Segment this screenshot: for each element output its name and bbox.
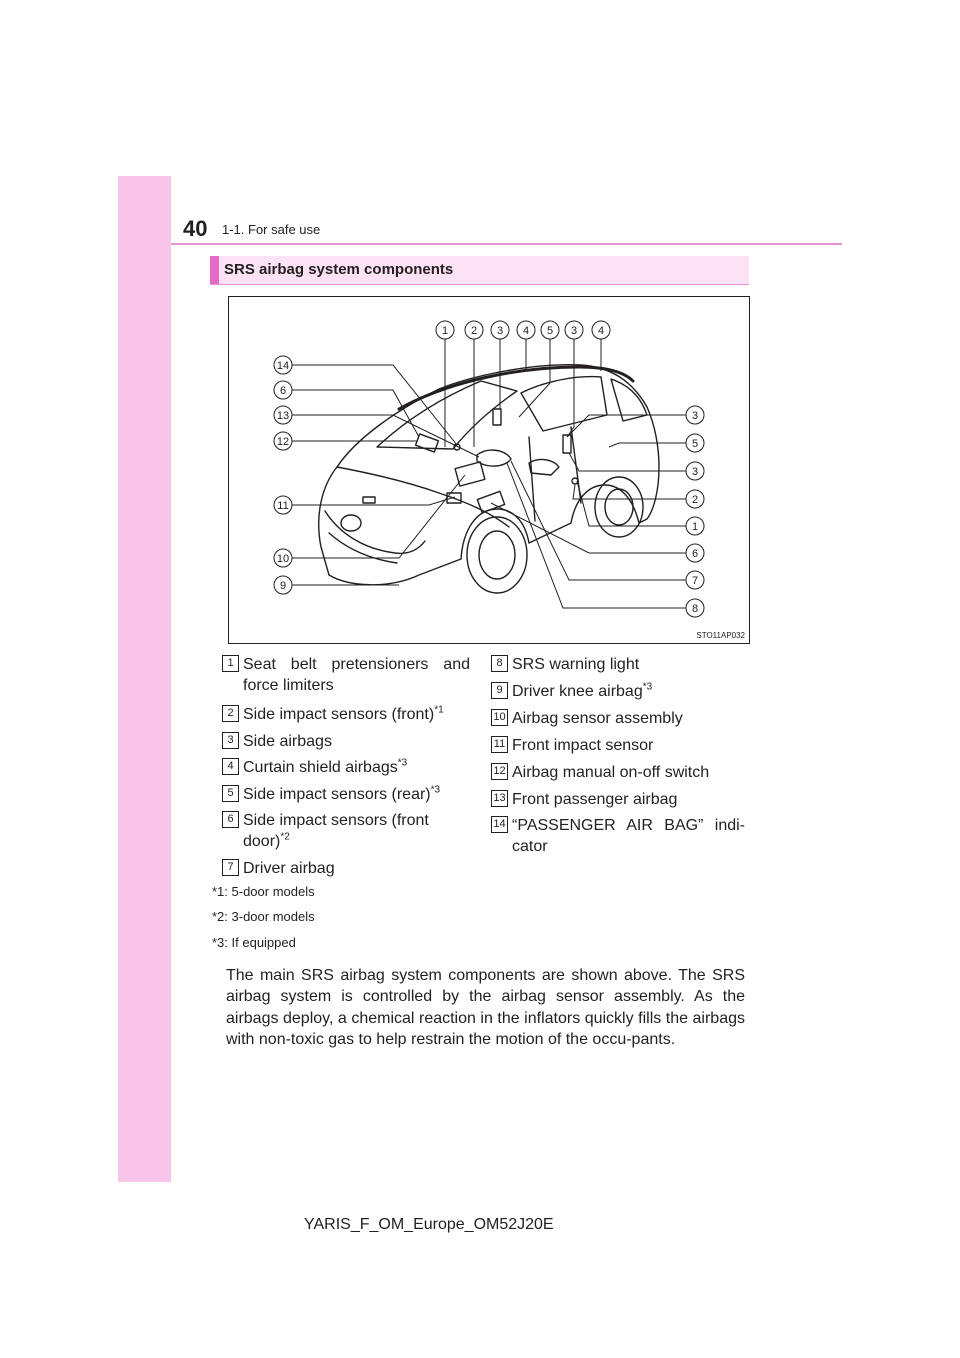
callout-right-6-leader	[491, 503, 686, 553]
legend-label	[512, 735, 745, 756]
callout-right-8-leader	[507, 463, 686, 608]
footnote-mark: *1	[212, 884, 225, 899]
callout-top-6-leader	[567, 337, 574, 437]
callout-left-3	[274, 406, 292, 424]
callout-right-7-leader	[511, 461, 686, 580]
footnote-text: : 5-door models	[224, 884, 315, 899]
legend-label	[512, 708, 745, 729]
legend-label	[512, 815, 745, 857]
callout-top-7	[592, 321, 610, 339]
svg-text:5: 5	[546, 325, 554, 337]
svg-text:12: 12	[276, 436, 290, 448]
legend-number-badge: 3	[222, 732, 239, 749]
callout-left-2-leader	[292, 390, 419, 437]
svg-text:14: 14	[276, 360, 290, 372]
header-rule	[171, 243, 842, 245]
legend-text: Curtain shield airbags	[243, 759, 398, 776]
callout-top-5-leader	[519, 337, 550, 417]
footnote-ref: *1	[434, 704, 444, 716]
legend-text: Side impact sensors (front)	[243, 706, 435, 723]
legend-text: SRS warning light	[512, 656, 640, 673]
svg-text:4: 4	[597, 325, 605, 337]
callout-right-5	[686, 517, 704, 535]
legend-number-badge: 6	[222, 811, 239, 828]
svg-text:1: 1	[441, 325, 449, 337]
legend-number-badge: 1	[222, 655, 239, 672]
callout-right-3-leader	[569, 453, 686, 471]
legend-label	[512, 681, 745, 702]
legend-number-badge: 7	[222, 859, 239, 876]
legend-text: Airbag manual on-off switch	[512, 764, 710, 781]
legend-number-badge: 4	[222, 758, 239, 775]
car-body-outline	[319, 365, 659, 585]
legend-number-badge: 13	[491, 790, 508, 807]
svg-text:9: 9	[279, 580, 287, 592]
callout-top-3	[491, 321, 509, 339]
svg-text:5: 5	[691, 438, 699, 450]
svg-text:13: 13	[276, 410, 290, 422]
callout-left-4	[274, 432, 292, 450]
legend-number-badge: 11	[491, 736, 508, 753]
footnote	[212, 909, 315, 924]
svg-text:7: 7	[691, 575, 699, 587]
page-sidebar-tab	[118, 176, 171, 1182]
legend-number-badge: 5	[222, 785, 239, 802]
legend-number-badge: 9	[491, 682, 508, 699]
callout-left-6-leader	[292, 475, 465, 558]
svg-text:2: 2	[470, 325, 478, 337]
callout-right-2-leader	[609, 443, 686, 447]
callout-left-6	[274, 549, 292, 567]
legend-label	[243, 654, 470, 696]
legend-text: Front passenger airbag	[512, 791, 678, 808]
callout-right-8	[686, 599, 704, 617]
airbag-components-figure	[228, 296, 750, 644]
svg-text:3: 3	[496, 325, 504, 337]
svg-text:8: 8	[691, 603, 699, 615]
svg-text:11: 11	[277, 500, 289, 512]
page-number: 40	[183, 216, 208, 241]
legend-label	[243, 810, 470, 852]
callout-left-1	[274, 356, 292, 374]
body-paragraph: The main SRS airbag system components are shown above. The SRS airbag system is controlled by the airbag sensor assembly. As the airbags deploy, a chemical reaction in the inflators quickly fills the airbags with non-toxic gas to help restrain the motion of the occu-pants.	[226, 967, 745, 1048]
callout-right-3	[686, 462, 704, 480]
front-wheel	[467, 517, 527, 593]
svg-text:1: 1	[691, 521, 699, 533]
footnote-ref: *3	[397, 757, 408, 769]
callout-right-6	[686, 544, 704, 562]
legend-label	[512, 762, 745, 783]
svg-text:2: 2	[691, 494, 699, 506]
legend-label	[243, 731, 470, 752]
legend-text: “PASSENGER AIR BAG” indi-cator	[512, 817, 745, 855]
callout-right-1-leader	[567, 415, 686, 437]
callout-left-2	[274, 381, 292, 399]
footnote	[212, 884, 315, 899]
legend-number-badge: 8	[491, 655, 508, 672]
footnote-mark: *3	[212, 935, 225, 950]
legend-text: Side airbags	[243, 733, 332, 750]
footnote-ref: *3	[430, 784, 441, 796]
legend-text: Driver knee airbag	[512, 683, 643, 700]
callout-top-2	[465, 321, 483, 339]
callout-right-7	[686, 571, 704, 589]
legend-label	[512, 654, 745, 675]
legend-number-badge: 2	[222, 705, 239, 722]
callout-right-2	[686, 434, 704, 452]
callout-left-7	[274, 576, 292, 594]
side-window	[521, 377, 607, 431]
legend-number-badge: 14	[491, 816, 508, 833]
footnote-mark: *2	[212, 909, 225, 924]
svg-text:3: 3	[691, 466, 699, 478]
legend-text: Side impact sensors (rear)	[243, 786, 431, 803]
figure-code: STO11AP032	[696, 631, 745, 640]
heading-accent	[210, 256, 219, 284]
legend-label	[243, 704, 470, 725]
footnote-ref: *2	[280, 831, 290, 843]
legend-label	[243, 757, 470, 778]
legend-text: Front impact sensor	[512, 737, 654, 754]
callout-top-4	[517, 321, 535, 339]
callout-right-4-leader	[573, 485, 686, 499]
callout-left-5-leader	[292, 497, 455, 505]
legend-number-badge: 10	[491, 709, 508, 726]
svg-text:6: 6	[691, 548, 699, 560]
front-grille	[325, 511, 425, 553]
rear-wheel	[595, 477, 643, 537]
footnote-ref: *3	[642, 681, 653, 693]
footer-doc-id: YARIS_F_OM_Europe_OM52J20E	[304, 1216, 554, 1233]
legend-label	[243, 858, 470, 879]
svg-text:6: 6	[279, 385, 287, 397]
legend-label	[512, 789, 745, 810]
callout-right-1	[686, 406, 704, 424]
callout-top-6	[565, 321, 583, 339]
legend-text: Seat belt pretensioners and force limiters	[243, 656, 470, 694]
section-title: 1-1. For safe use	[222, 222, 321, 237]
legend-label	[243, 784, 470, 805]
legend-number-badge: 12	[491, 763, 508, 780]
svg-text:3: 3	[570, 325, 578, 337]
curtain-airbag-line	[399, 367, 633, 409]
footnote	[212, 935, 296, 950]
car-illustration	[229, 297, 749, 643]
callout-top-1	[436, 321, 454, 339]
footnote-text: : 3-door models	[224, 909, 315, 924]
svg-text:4: 4	[522, 325, 530, 337]
legend-text: Airbag sensor assembly	[512, 710, 683, 727]
svg-text:3: 3	[691, 410, 699, 422]
legend-text: Driver airbag	[243, 860, 335, 877]
heading-text: SRS airbag system components	[224, 261, 454, 278]
heading-bar	[210, 256, 749, 285]
callout-right-4	[686, 490, 704, 508]
callout-left-5	[274, 496, 292, 514]
footnote-text: : If equipped	[224, 935, 296, 950]
windshield	[377, 381, 517, 449]
legend-text: Side impact sensors (front door)	[243, 812, 429, 850]
callout-top-5	[541, 321, 559, 339]
svg-text:10: 10	[276, 553, 290, 565]
